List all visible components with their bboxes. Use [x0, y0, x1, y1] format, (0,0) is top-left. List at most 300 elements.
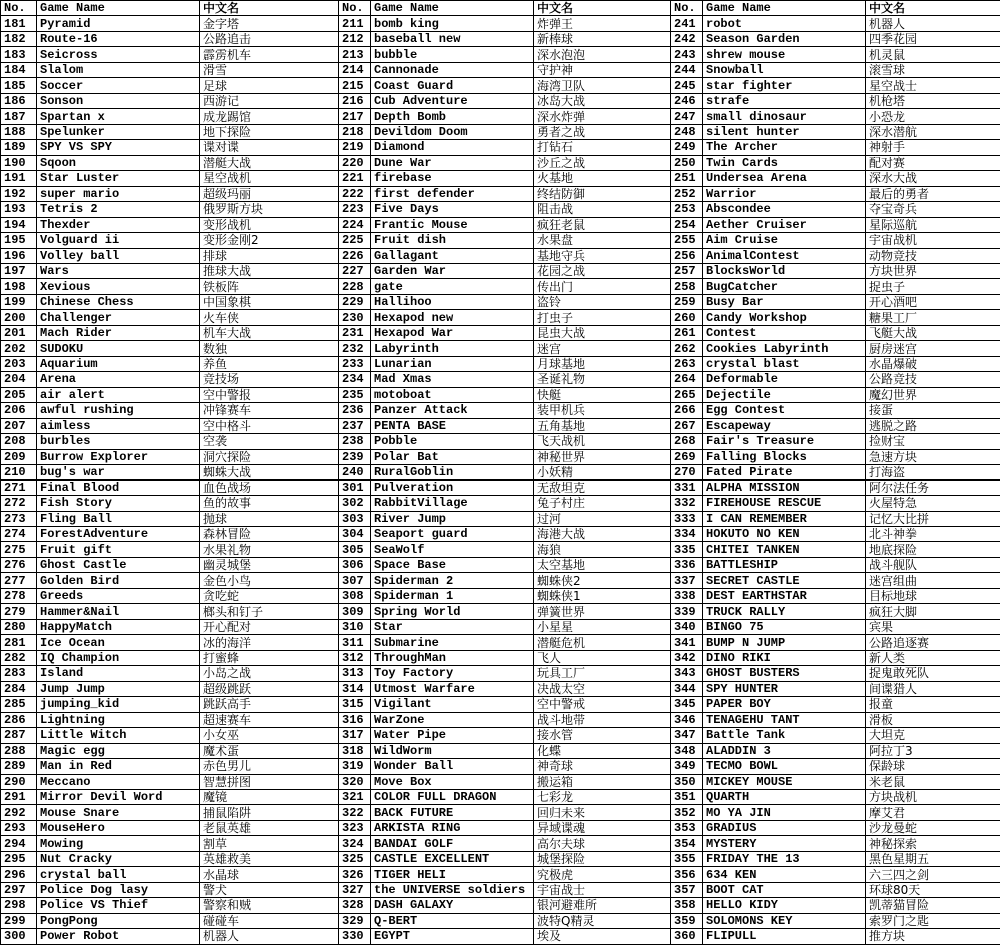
- table-row: [1, 403, 1000, 418]
- chinese-name-cell: 警察和贼: [200, 898, 339, 913]
- game-number-cell: 246: [671, 93, 703, 108]
- chinese-name-cell: 金色小鸟: [200, 573, 339, 588]
- game-name-cell: Man in Red: [37, 759, 200, 774]
- chinese-name-cell: 新人类: [866, 650, 1000, 665]
- game-name-cell: SOLOMONS KEY: [703, 913, 866, 928]
- game-name-cell: burbles: [37, 434, 200, 449]
- table-row: [1, 681, 1000, 696]
- game-number-cell: 360: [671, 929, 703, 944]
- game-name-cell: Escapeway: [703, 418, 866, 433]
- chinese-name-cell: 装甲机兵: [534, 403, 671, 418]
- game-number-cell: 338: [671, 588, 703, 603]
- game-name-cell: Lunarian: [371, 356, 534, 371]
- chinese-name-cell: 推球大战: [200, 263, 339, 278]
- game-name-cell: Spiderman 1: [371, 588, 534, 603]
- chinese-name-cell: 环球80天: [866, 882, 1000, 897]
- game-number-cell: 346: [671, 712, 703, 727]
- game-name-cell: small dinosaur: [703, 109, 866, 124]
- chinese-name-cell: 过河: [534, 511, 671, 526]
- game-number-cell: 218: [339, 124, 371, 139]
- table-row: [1, 16, 1000, 31]
- chinese-name-cell: 冰的海洋: [200, 635, 339, 650]
- game-name-cell: The Archer: [703, 140, 866, 155]
- game-number-cell: 286: [1, 712, 37, 727]
- chinese-name-cell: 小妖精: [534, 465, 671, 481]
- game-name-cell: Police VS Thief: [37, 898, 200, 913]
- game-number-cell: 321: [339, 789, 371, 804]
- game-number-cell: 181: [1, 16, 37, 31]
- chinese-name-cell: 异域谍魂: [534, 820, 671, 835]
- game-number-cell: 250: [671, 155, 703, 170]
- game-name-cell: Pulveration: [371, 480, 534, 496]
- table-row: [1, 93, 1000, 108]
- game-number-cell: 334: [671, 527, 703, 542]
- chinese-name-cell: 迷宫组曲: [866, 573, 1000, 588]
- table-row: [1, 527, 1000, 542]
- game-number-cell: 280: [1, 619, 37, 634]
- game-number-cell: 217: [339, 109, 371, 124]
- game-number-cell: 330: [339, 929, 371, 944]
- chinese-name-cell: 魔术蛋: [200, 743, 339, 758]
- game-number-cell: 354: [671, 836, 703, 851]
- game-name-cell: Magic egg: [37, 743, 200, 758]
- table-row: [1, 542, 1000, 557]
- table-body: [1, 1, 1000, 945]
- chinese-name-cell: 谍对谍: [200, 140, 339, 155]
- game-name-cell: COLOR FULL DRAGON: [371, 789, 534, 804]
- chinese-name-cell: 接蛋: [866, 403, 1000, 418]
- chinese-name-cell: 幽灵城堡: [200, 557, 339, 572]
- chinese-name-cell: 超速赛车: [200, 712, 339, 727]
- game-name-cell: aimless: [37, 418, 200, 433]
- game-name-cell: Thexder: [37, 217, 200, 232]
- game-name-cell: River Jump: [371, 511, 534, 526]
- game-number-cell: 336: [671, 557, 703, 572]
- game-number-cell: 249: [671, 140, 703, 155]
- table-row: [1, 697, 1000, 712]
- table-row: [1, 62, 1000, 77]
- game-number-cell: 255: [671, 233, 703, 248]
- header-chinese-name-3: 中文名: [866, 1, 1000, 16]
- game-number-cell: 266: [671, 403, 703, 418]
- table-row: [1, 836, 1000, 851]
- chinese-name-cell: 鱼的故事: [200, 496, 339, 511]
- game-number-cell: 302: [339, 496, 371, 511]
- chinese-name-cell: 方块战机: [866, 789, 1000, 804]
- chinese-name-cell: 逃脱之路: [866, 418, 1000, 433]
- chinese-name-cell: 六三四之剑: [866, 867, 1000, 882]
- table-row: [1, 78, 1000, 93]
- game-name-cell: Spiderman 2: [371, 573, 534, 588]
- game-number-cell: 185: [1, 78, 37, 93]
- game-name-cell: Challenger: [37, 310, 200, 325]
- table-row: [1, 341, 1000, 356]
- game-name-cell: SeaWolf: [371, 542, 534, 557]
- game-number-cell: 228: [339, 279, 371, 294]
- game-number-cell: 304: [339, 527, 371, 542]
- table-row: [1, 418, 1000, 433]
- game-name-cell: Dune War: [371, 155, 534, 170]
- chinese-name-cell: 厨房迷宫: [866, 341, 1000, 356]
- chinese-name-cell: 方块世界: [866, 263, 1000, 278]
- table-row: [1, 310, 1000, 325]
- game-name-cell: crystal ball: [37, 867, 200, 882]
- game-number-cell: 238: [339, 434, 371, 449]
- game-name-cell: Fish Story: [37, 496, 200, 511]
- chinese-name-cell: 最后的勇者: [866, 186, 1000, 201]
- game-number-cell: 211: [339, 16, 371, 31]
- game-number-cell: 189: [1, 140, 37, 155]
- game-name-cell: Hallihoo: [371, 294, 534, 309]
- game-name-cell: CASTLE EXCELLENT: [371, 851, 534, 866]
- game-name-cell: robot: [703, 16, 866, 31]
- chinese-name-cell: 玩具工厂: [534, 666, 671, 681]
- game-number-cell: 291: [1, 789, 37, 804]
- game-name-cell: Depth Bomb: [371, 109, 534, 124]
- game-number-cell: 310: [339, 619, 371, 634]
- header-game-name-1: Game Name: [37, 1, 200, 16]
- chinese-name-cell: 变形金刚2: [200, 233, 339, 248]
- chinese-name-cell: 新棒球: [534, 31, 671, 46]
- game-name-cell: Battle Tank: [703, 728, 866, 743]
- chinese-name-cell: 金字塔: [200, 16, 339, 31]
- game-name-cell: Nut Cracky: [37, 851, 200, 866]
- game-name-cell: Panzer Attack: [371, 403, 534, 418]
- chinese-name-cell: 英雄救美: [200, 851, 339, 866]
- game-number-cell: 241: [671, 16, 703, 31]
- table-row: [1, 387, 1000, 402]
- chinese-name-cell: 报童: [866, 697, 1000, 712]
- game-name-cell: Frantic Mouse: [371, 217, 534, 232]
- game-name-cell: ARKISTA RING: [371, 820, 534, 835]
- chinese-name-cell: 基地守兵: [534, 248, 671, 263]
- chinese-name-cell: 水晶球: [200, 867, 339, 882]
- table-row: [1, 650, 1000, 665]
- game-name-cell: Final Blood: [37, 480, 200, 496]
- chinese-name-cell: 魔镜: [200, 789, 339, 804]
- game-name-cell: Deformable: [703, 372, 866, 387]
- game-number-cell: 251: [671, 171, 703, 186]
- game-number-cell: 324: [339, 836, 371, 851]
- chinese-name-cell: 机灵鼠: [866, 47, 1000, 62]
- game-name-cell: strafe: [703, 93, 866, 108]
- game-number-cell: 290: [1, 774, 37, 789]
- game-number-cell: 339: [671, 604, 703, 619]
- game-name-cell: Aquarium: [37, 356, 200, 371]
- game-number-cell: 267: [671, 418, 703, 433]
- game-name-cell: Candy Workshop: [703, 310, 866, 325]
- header-chinese-name-2: 中文名: [534, 1, 671, 16]
- game-number-cell: 265: [671, 387, 703, 402]
- game-number-cell: 312: [339, 650, 371, 665]
- chinese-name-cell: 勇者之战: [534, 124, 671, 139]
- chinese-name-cell: 糖果工厂: [866, 310, 1000, 325]
- game-name-cell: Spring World: [371, 604, 534, 619]
- chinese-name-cell: 森林冒险: [200, 527, 339, 542]
- game-number-cell: 326: [339, 867, 371, 882]
- game-name-cell: BOOT CAT: [703, 882, 866, 897]
- game-number-cell: 216: [339, 93, 371, 108]
- game-number-cell: 205: [1, 387, 37, 402]
- chinese-name-cell: 榔头和钉子: [200, 604, 339, 619]
- table-row: [1, 588, 1000, 603]
- game-number-cell: 229: [339, 294, 371, 309]
- game-name-cell: DINO RIKI: [703, 650, 866, 665]
- game-name-cell: Seicross: [37, 47, 200, 62]
- game-name-cell: Xevious: [37, 279, 200, 294]
- game-name-cell: Busy Bar: [703, 294, 866, 309]
- chinese-name-cell: 开心酒吧: [866, 294, 1000, 309]
- game-name-cell: DEST EARTHSTAR: [703, 588, 866, 603]
- game-name-cell: Golden Bird: [37, 573, 200, 588]
- game-number-cell: 230: [339, 310, 371, 325]
- game-name-cell: RabbitVillage: [371, 496, 534, 511]
- game-number-cell: 219: [339, 140, 371, 155]
- game-name-cell: firebase: [371, 171, 534, 186]
- game-name-cell: GRADIUS: [703, 820, 866, 835]
- game-number-cell: 325: [339, 851, 371, 866]
- game-number-cell: 285: [1, 697, 37, 712]
- game-name-cell: Abscondee: [703, 202, 866, 217]
- game-name-cell: Fruit gift: [37, 542, 200, 557]
- game-name-cell: air alert: [37, 387, 200, 402]
- table-row: [1, 449, 1000, 464]
- game-name-cell: Island: [37, 666, 200, 681]
- game-number-cell: 345: [671, 697, 703, 712]
- game-name-cell: Pobble: [371, 434, 534, 449]
- game-number-cell: 327: [339, 882, 371, 897]
- game-number-cell: 257: [671, 263, 703, 278]
- chinese-name-cell: 沙丘之战: [534, 155, 671, 170]
- game-name-cell: super mario: [37, 186, 200, 201]
- header-no-3: No.: [671, 1, 703, 16]
- game-name-cell: Move Box: [371, 774, 534, 789]
- game-name-cell: motoboat: [371, 387, 534, 402]
- game-number-cell: 222: [339, 186, 371, 201]
- game-number-cell: 187: [1, 109, 37, 124]
- game-name-cell: Sonson: [37, 93, 200, 108]
- game-name-cell: Pyramid: [37, 16, 200, 31]
- game-name-cell: Contest: [703, 325, 866, 340]
- chinese-name-cell: 碰碰车: [200, 913, 339, 928]
- game-name-cell: Cub Adventure: [371, 93, 534, 108]
- chinese-name-cell: 飞天战机: [534, 434, 671, 449]
- game-number-cell: 337: [671, 573, 703, 588]
- chinese-name-cell: 终结防御: [534, 186, 671, 201]
- chinese-name-cell: 血色战场: [200, 480, 339, 496]
- game-number-cell: 313: [339, 666, 371, 681]
- game-name-cell: Season Garden: [703, 31, 866, 46]
- game-number-cell: 293: [1, 820, 37, 835]
- game-number-cell: 308: [339, 588, 371, 603]
- game-number-cell: 306: [339, 557, 371, 572]
- game-name-cell: TENAGEHU TANT: [703, 712, 866, 727]
- chinese-name-cell: 昆虫大战: [534, 325, 671, 340]
- chinese-name-cell: 俄罗斯方块: [200, 202, 339, 217]
- game-number-cell: 201: [1, 325, 37, 340]
- game-number-cell: 322: [339, 805, 371, 820]
- game-name-cell: Lightning: [37, 712, 200, 727]
- game-number-cell: 252: [671, 186, 703, 201]
- game-number-cell: 208: [1, 434, 37, 449]
- chinese-name-cell: 圣诞礼物: [534, 372, 671, 387]
- chinese-name-cell: 黑色星期五: [866, 851, 1000, 866]
- game-name-cell: Mowing: [37, 836, 200, 851]
- game-name-cell: FIREHOUSE RESCUE: [703, 496, 866, 511]
- game-name-cell: MYSTERY: [703, 836, 866, 851]
- game-number-cell: 259: [671, 294, 703, 309]
- game-number-cell: 196: [1, 248, 37, 263]
- game-name-cell: Coast Guard: [371, 78, 534, 93]
- game-name-cell: Mad Xmas: [371, 372, 534, 387]
- game-number-cell: 273: [1, 511, 37, 526]
- chinese-name-cell: 神射手: [866, 140, 1000, 155]
- game-name-cell: Power Robot: [37, 929, 200, 944]
- chinese-name-cell: 贪吃蛇: [200, 588, 339, 603]
- game-number-cell: 349: [671, 759, 703, 774]
- chinese-name-cell: 捡财宝: [866, 434, 1000, 449]
- game-number-cell: 329: [339, 913, 371, 928]
- chinese-name-cell: 索罗门之匙: [866, 913, 1000, 928]
- chinese-name-cell: 机车大战: [200, 325, 339, 340]
- header-row: [1, 1, 1000, 16]
- game-number-cell: 289: [1, 759, 37, 774]
- chinese-name-cell: 洞穴探险: [200, 449, 339, 464]
- game-number-cell: 294: [1, 836, 37, 851]
- game-number-cell: 254: [671, 217, 703, 232]
- game-number-cell: 203: [1, 356, 37, 371]
- game-number-cell: 292: [1, 805, 37, 820]
- chinese-name-cell: 神秘世界: [534, 449, 671, 464]
- chinese-name-cell: 高尔夫球: [534, 836, 671, 851]
- chinese-name-cell: 传出门: [534, 279, 671, 294]
- game-number-cell: 235: [339, 387, 371, 402]
- table-row: [1, 263, 1000, 278]
- game-name-cell: Five Days: [371, 202, 534, 217]
- chinese-name-cell: 公路追击: [200, 31, 339, 46]
- game-name-cell: Hexapod new: [371, 310, 534, 325]
- game-number-cell: 279: [1, 604, 37, 619]
- chinese-name-cell: 公路追逐赛: [866, 635, 1000, 650]
- game-name-cell: PAPER BOY: [703, 697, 866, 712]
- game-number-cell: 357: [671, 882, 703, 897]
- game-name-cell: Devildom Doom: [371, 124, 534, 139]
- game-number-cell: 342: [671, 650, 703, 665]
- chinese-name-cell: 机枪塔: [866, 93, 1000, 108]
- game-name-cell: Polar Bat: [371, 449, 534, 464]
- table-row: [1, 47, 1000, 62]
- game-name-cell: star fighter: [703, 78, 866, 93]
- chinese-name-cell: 霹雳机车: [200, 47, 339, 62]
- game-name-cell: BUMP N JUMP: [703, 635, 866, 650]
- game-name-cell: Tetris 2: [37, 202, 200, 217]
- table-row: [1, 867, 1000, 882]
- game-name-cell: Burrow Explorer: [37, 449, 200, 464]
- game-name-cell: I CAN REMEMBER: [703, 511, 866, 526]
- game-name-cell: Cookies Labyrinth: [703, 341, 866, 356]
- game-name-cell: Arena: [37, 372, 200, 387]
- game-number-cell: 260: [671, 310, 703, 325]
- chinese-name-cell: 排球: [200, 248, 339, 263]
- game-number-cell: 350: [671, 774, 703, 789]
- game-number-cell: 231: [339, 325, 371, 340]
- game-number-cell: 243: [671, 47, 703, 62]
- chinese-name-cell: 夺宝奇兵: [866, 202, 1000, 217]
- game-name-cell: FLIPULL: [703, 929, 866, 944]
- chinese-name-cell: 阿尔法任务: [866, 480, 1000, 496]
- chinese-name-cell: 水果盘: [534, 233, 671, 248]
- game-number-cell: 282: [1, 650, 37, 665]
- game-name-cell: MICKEY MOUSE: [703, 774, 866, 789]
- chinese-name-cell: 沙龙曼蛇: [866, 820, 1000, 835]
- table-row: [1, 573, 1000, 588]
- chinese-name-cell: 跳跃高手: [200, 697, 339, 712]
- chinese-name-cell: 深水大战: [866, 171, 1000, 186]
- game-name-cell: silent hunter: [703, 124, 866, 139]
- table-row: [1, 155, 1000, 170]
- game-name-cell: ALADDIN 3: [703, 743, 866, 758]
- game-name-cell: Slalom: [37, 62, 200, 77]
- chinese-name-cell: 五角基地: [534, 418, 671, 433]
- game-number-cell: 323: [339, 820, 371, 835]
- game-name-cell: Meccano: [37, 774, 200, 789]
- game-name-cell: HELLO KIDY: [703, 898, 866, 913]
- chinese-name-cell: 保龄球: [866, 759, 1000, 774]
- game-name-cell: Greeds: [37, 588, 200, 603]
- table-row: [1, 217, 1000, 232]
- game-name-cell: TECMO BOWL: [703, 759, 866, 774]
- game-name-cell: Spelunker: [37, 124, 200, 139]
- chinese-name-cell: 深水泡泡: [534, 47, 671, 62]
- header-game-name-2: Game Name: [371, 1, 534, 16]
- game-number-cell: 182: [1, 31, 37, 46]
- chinese-name-cell: 疯狂老鼠: [534, 217, 671, 232]
- game-number-cell: 287: [1, 728, 37, 743]
- chinese-name-cell: 超级玛丽: [200, 186, 339, 201]
- chinese-name-cell: 疯狂大脚: [866, 604, 1000, 619]
- game-number-cell: 300: [1, 929, 37, 944]
- game-name-cell: HOKUTO NO KEN: [703, 527, 866, 542]
- game-name-cell: Seaport guard: [371, 527, 534, 542]
- table-row: [1, 202, 1000, 217]
- table-row: [1, 465, 1000, 481]
- chinese-name-cell: 海狼: [534, 542, 671, 557]
- chinese-name-cell: 星空战机: [200, 171, 339, 186]
- chinese-name-cell: 究极虎: [534, 867, 671, 882]
- game-number-cell: 244: [671, 62, 703, 77]
- game-number-cell: 240: [339, 465, 371, 481]
- table-row: [1, 171, 1000, 186]
- game-name-cell: RuralGoblin: [371, 465, 534, 481]
- game-name-cell: bubble: [371, 47, 534, 62]
- chinese-name-cell: 米老鼠: [866, 774, 1000, 789]
- chinese-name-cell: 兔子村庄: [534, 496, 671, 511]
- game-name-cell: SUDOKU: [37, 341, 200, 356]
- game-number-cell: 210: [1, 465, 37, 481]
- chinese-name-cell: 战斗舰队: [866, 557, 1000, 572]
- chinese-name-cell: 火基地: [534, 171, 671, 186]
- table-row: [1, 728, 1000, 743]
- chinese-name-cell: 变形战机: [200, 217, 339, 232]
- chinese-name-cell: 城堡探险: [534, 851, 671, 866]
- header-game-name-3: Game Name: [703, 1, 866, 16]
- chinese-name-cell: 海港大战: [534, 527, 671, 542]
- header-no-2: No.: [339, 1, 371, 16]
- chinese-name-cell: 间谍猎人: [866, 681, 1000, 696]
- game-name-cell: BINGO 75: [703, 619, 866, 634]
- game-number-cell: 190: [1, 155, 37, 170]
- game-name-cell: Police Dog lasy: [37, 882, 200, 897]
